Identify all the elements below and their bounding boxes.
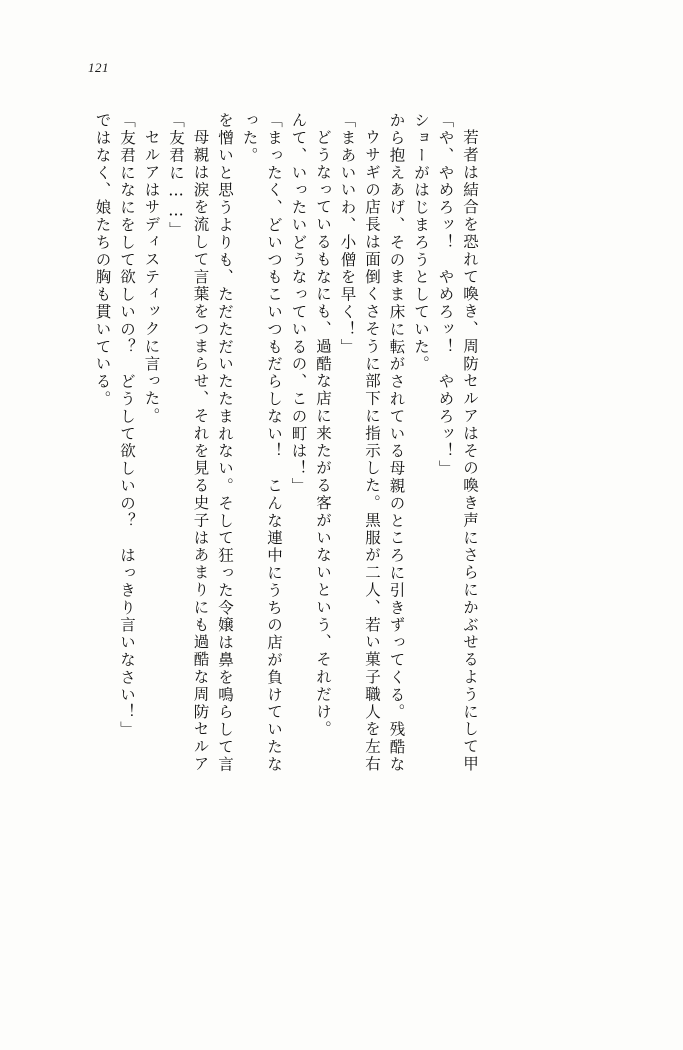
text-column: 「友君になにをして欲しいの？ どうして欲しいの？ はっきり言いなさい！」 <box>118 112 136 739</box>
text-column: ショーがはじまろうとしていた。 <box>412 112 430 373</box>
text-column: 母親は涙を流して言葉をつまらせ、それを見る史子はあまりにも過酷な周防セルア <box>191 129 210 773</box>
text-column: 「まったく、どいつもこいつもだらしない！ こんな連中にうちの店が負けていたな <box>265 112 283 774</box>
text-column: 「友君に……」 <box>167 112 185 239</box>
text-column: から抱えあげ、そのまま床に転がされている母親のところに引きずってくる。残酷な <box>387 112 406 774</box>
vertical-text-block <box>85 112 605 962</box>
text-column: んて、いったいどうなっているの、この町は！」 <box>289 112 308 495</box>
text-column: ウサギの店長は面倒くさそうに部下に指示した。黒服が二人、若い菓子職人を左右 <box>363 129 381 773</box>
page-number: 121 <box>88 60 109 75</box>
text-column: セルアはサディスティックに言った。 <box>142 129 161 425</box>
text-column: 若者は結合を恐れて喚き、周防セルアはその喚き声にさらにかぶせるようにして甲 <box>461 129 479 773</box>
text-column: どうなっているもなにも、過酷な店に来たがる客がいないという、それだけ。 <box>314 129 332 738</box>
text-column: った。 <box>240 112 259 165</box>
text-column: 「まあいいわ、小僧を早く！」 <box>338 112 357 356</box>
text-column: を憎いと思うよりも、ただただいたたまれない。そして狂った令嬢は鼻を鳴らして言 <box>216 112 234 774</box>
text-column: ではなく、娘たちの胸も貫いている。 <box>93 112 112 408</box>
text-column: 「や、やめろッ！ やめろッ！ やめろッ！」 <box>436 112 455 478</box>
